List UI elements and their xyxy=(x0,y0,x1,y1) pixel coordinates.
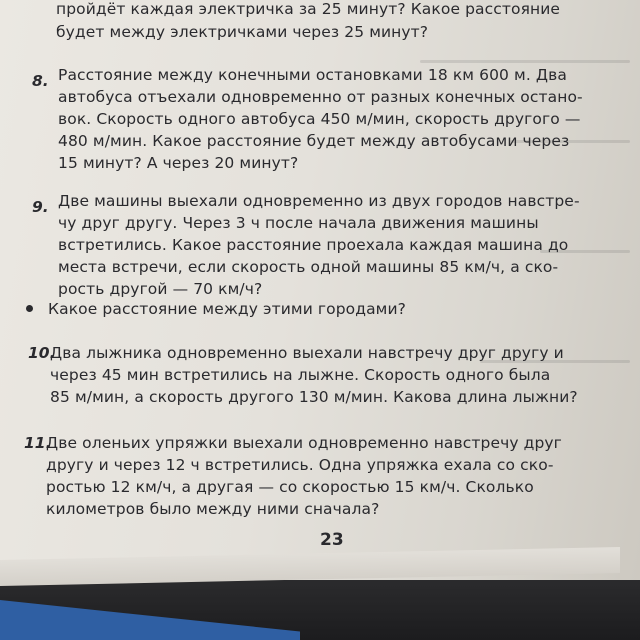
problem-11-line: Две оленьих упряжки выехали одновременно навстречу друг xyxy=(46,434,562,452)
problem-9-line: чу друг другу. Через 3 ч после начала движения машины xyxy=(58,214,539,232)
problem-8-line: вок. Скорость одного автобуса 450 м/мин, скорость другого — xyxy=(58,110,581,128)
problem-9-number: 9. xyxy=(32,198,49,216)
problem-11-line: ростью 12 км/ч, а другая — со скоростью 15 км/ч. Сколько xyxy=(46,478,534,496)
problem-11-number: 11. xyxy=(24,434,52,452)
problem-8-number: 8. xyxy=(32,72,49,90)
problem-8-line: автобуса отъехали одновременно от разных конечных остано- xyxy=(58,88,583,106)
intro-line: пройдёт каждая электричка за 25 минут? Какое расстояние xyxy=(56,0,561,18)
problem-9-bullet-question: Какое расстояние между этими городами? xyxy=(48,300,406,318)
problem-8-line: 480 м/мин. Какое расстояние будет между автобусами через xyxy=(58,132,570,150)
intro-line: будет между электричками через 25 минут? xyxy=(56,23,429,41)
problem-8-line: 15 минут? А через 20 минут? xyxy=(58,154,299,172)
problem-9-line: рость другой — 70 км/ч? xyxy=(58,280,263,298)
problem-11-line: другу и через 12 ч встретились. Одна упряжка ехала со ско- xyxy=(46,456,554,474)
problem-9-line: места встречи, если скорость одной машины 85 км/ч, а ско- xyxy=(58,258,559,276)
problem-10-number: 10. xyxy=(28,344,56,362)
page-number: 23 xyxy=(320,530,344,550)
problem-8-line: Расстояние между конечными остановками 18 км 600 м. Два xyxy=(58,66,567,84)
problem-10-line: через 45 мин встретились на лыжне. Скорость одного была xyxy=(50,366,551,384)
problem-11-line: километров было между ними сначала? xyxy=(46,500,380,518)
bleed-through-mark xyxy=(420,60,630,63)
problem-10-line: 85 м/мин, а скорость другого 130 м/мин. Какова длина лыжни? xyxy=(50,388,578,406)
problem-9-line: Две машины выехали одновременно из двух городов навстре- xyxy=(58,192,580,210)
problem-10-line: Два лыжника одновременно выехали навстречу друг другу и xyxy=(50,344,564,362)
problem-9-line: встретились. Какое расстояние проехала каждая машина до xyxy=(58,236,569,254)
bullet-dot xyxy=(26,305,33,312)
